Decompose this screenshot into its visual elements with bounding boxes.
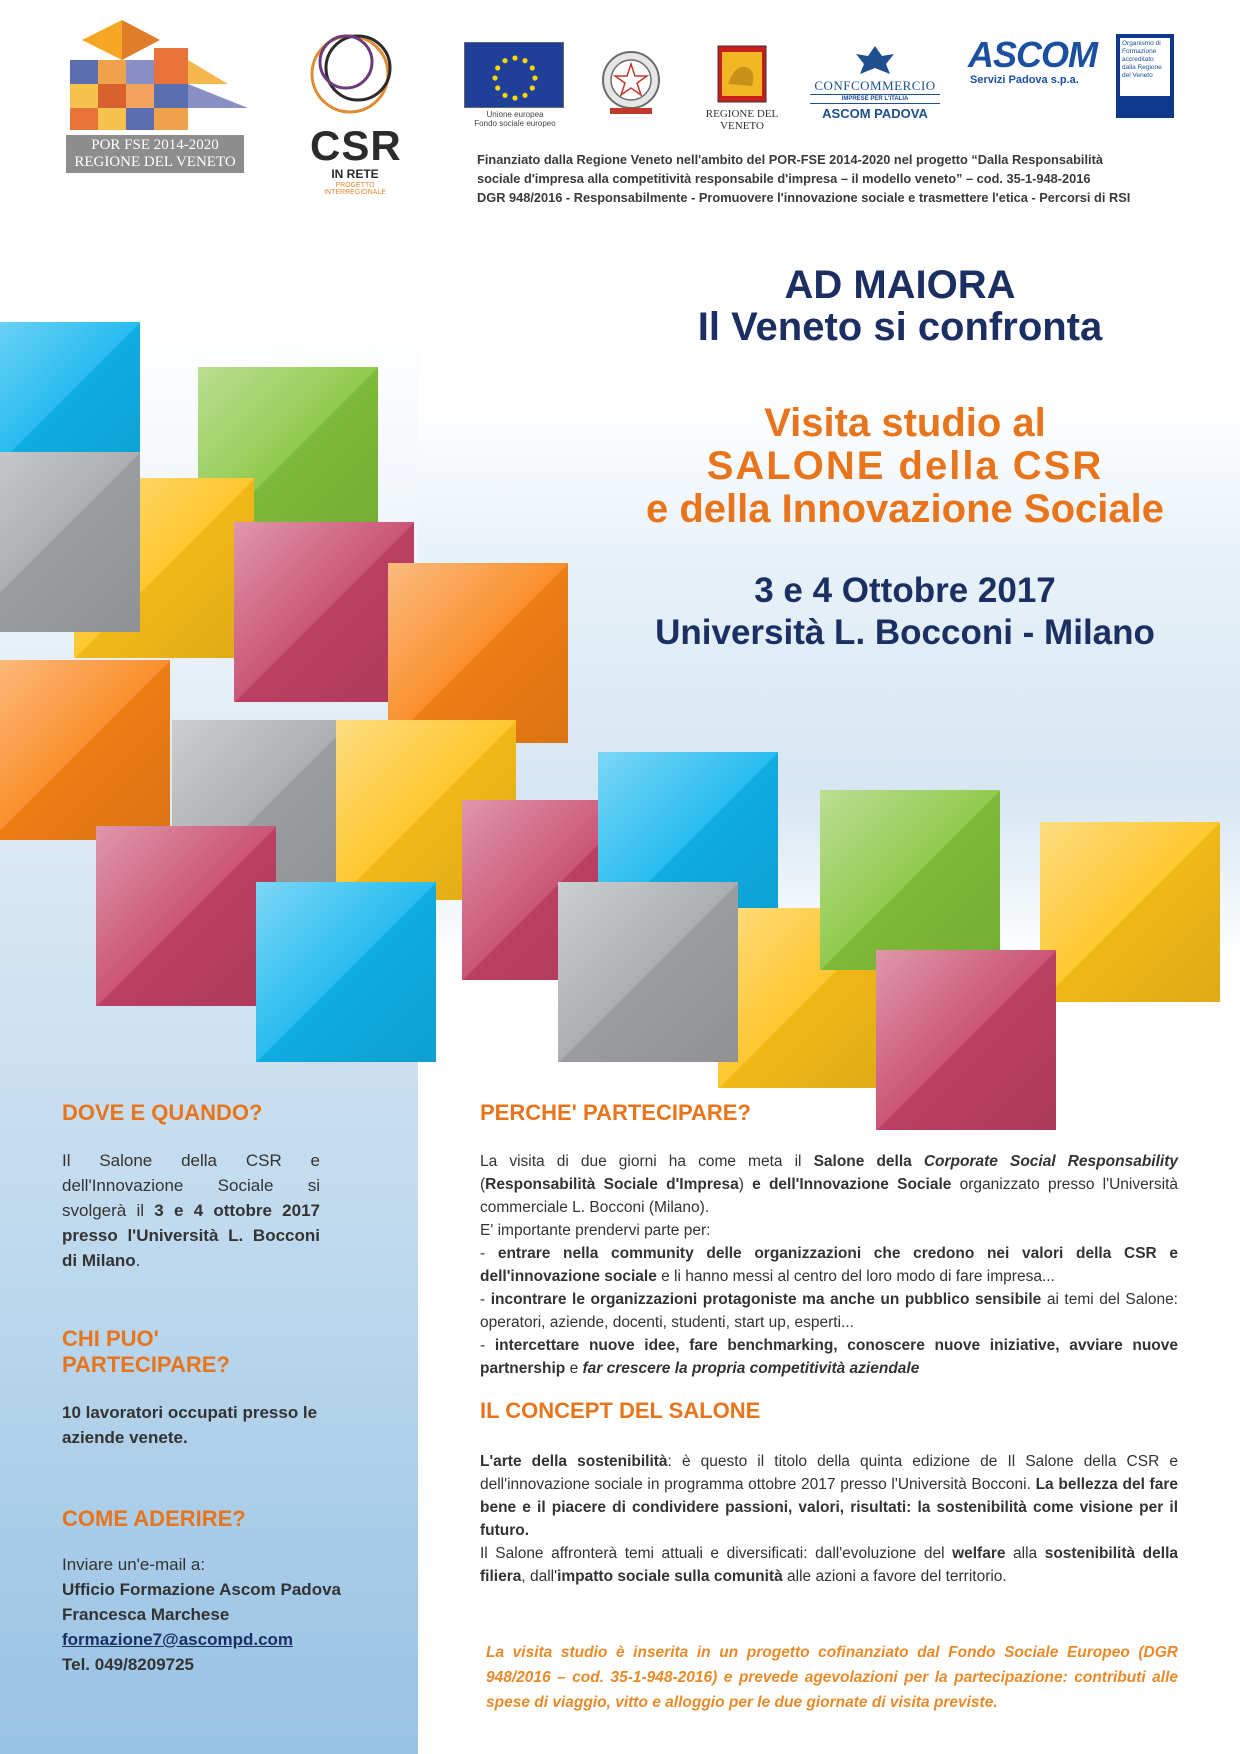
contact-person: Francesca Marchese: [62, 1605, 230, 1624]
concept-text: [480, 1450, 1178, 1588]
who-heading-line-2: PARTECIPARE?: [62, 1352, 230, 1377]
text-run: -: [480, 1337, 495, 1354]
text-run: e li hanno messi al centro del loro modo di fare impresa...: [656, 1268, 1055, 1285]
title-line-2: Il Veneto si confronta: [697, 305, 1103, 349]
text-run: alle azioni a favore del territorio.: [782, 1568, 1007, 1585]
why-text: [480, 1150, 1178, 1380]
confcommercio-name: CONFCOMMERCIO: [814, 78, 936, 93]
text-run: organizzato presso l'Università commerciale L. Bocconi (Milano).: [480, 1176, 1178, 1216]
how-heading: COME ADERIRE?: [62, 1506, 246, 1531]
text-run: Salone della: [813, 1153, 924, 1170]
square-blue: [256, 882, 436, 1062]
italian-emblem-icon: [598, 44, 664, 120]
event-date-location: [600, 570, 1210, 654]
text-run: intercettare nuove idee, fare benchmarking, conoscere nuove iniziative, avviare nuove partnership: [480, 1337, 1179, 1377]
funding-line-1: Finanziato dalla Regione Veneto nell'ambito del POR-FSE 2014-2020 nel progetto “Dalla Responsabilità: [477, 152, 1103, 167]
csr-sub-text: PROGETTO INTERREGIONALE: [324, 182, 386, 196]
ascom-logo: [968, 34, 1176, 118]
ascom-sub: Servizi Padova s.p.a.: [970, 74, 1079, 86]
square-orange: [0, 660, 170, 840]
who-text: 10 lavoratori occupati presso le aziende venete.: [62, 1403, 318, 1447]
text-run: Il Salone affronterà temi attuali e diversificati: dall'evoluzione del: [480, 1545, 953, 1562]
text-run: far crescere la propria competitività aziendale: [582, 1360, 920, 1377]
event-date: 3 e 4 Ottobre 2017: [754, 571, 1056, 610]
square-magenta: [876, 950, 1056, 1130]
text-run: , dall': [521, 1568, 558, 1585]
title-line-1: AD MAIORA: [784, 263, 1016, 307]
text-run: La visita di due giorni ha come meta il: [480, 1153, 814, 1170]
repubblica-emblem-logo: [598, 44, 664, 120]
where-text-intro: Il Salone della CSR e dell'Innovazione Sociale si svolgerà il: [62, 1151, 320, 1220]
square-yellow: [1040, 822, 1220, 1002]
where-text-end: .: [135, 1251, 141, 1270]
text-run: (: [480, 1176, 486, 1193]
why-bullet-3: [480, 1334, 1178, 1380]
text-run: -: [480, 1245, 498, 1262]
cofinancing-note: La visita studio è inserita in un progetto cofinanziato dal Fondo Sociale Europeo (DGR 948/2016 – cod. 35-1-948-2016) e prevede agevolazioni per la partecipazione: contributi alle spese di viaggio, vitto e alloggio per le due giornate di visita previste.: [486, 1644, 1178, 1711]
contact-office: Ufficio Formazione Ascom Padova: [62, 1580, 341, 1599]
por-fse-emblem-icon: [60, 20, 260, 138]
text-run: sostenibilità della filiera: [480, 1545, 1178, 1585]
text-run: welfare: [952, 1545, 1006, 1562]
por-caption-line-2: REGIONE DEL VENETO: [74, 154, 236, 170]
csr-rete-text: IN RETE: [331, 167, 379, 181]
por-fse-logo: [60, 20, 260, 175]
contact-phone: Tel. 049/8209725: [62, 1655, 195, 1674]
text-run: ai temi del Salone: operatori, aziende, docenti, studenti, start up, esperti...: [480, 1291, 1178, 1331]
subtitle-line-1: Visita studio al: [764, 401, 1046, 445]
veneto-caption: REGIONE DEL VENETO: [705, 108, 779, 132]
por-caption-line-1: POR FSE 2014-2020: [91, 137, 219, 153]
text-run: e dell'Innovazione Sociale: [752, 1176, 952, 1193]
regione-veneto-logo: [690, 44, 794, 132]
where-text-bold: 3 e 4 ottobre 2017 presso l'Università L. Bocconi di Milano: [62, 1201, 320, 1270]
square-magenta: [234, 522, 414, 702]
csr-in-rete-logo: [300, 22, 410, 196]
text-run: alla: [1005, 1545, 1045, 1562]
funding-line-2: sociale d'impresa alla competitività responsabile d'impresa – il modello veneto” – cod. 35-1-948-2016: [477, 171, 1091, 186]
eu-caption-line-2: Fondo sociale europeo: [474, 119, 556, 128]
funding-line-3: DGR 948/2016 - Responsabilmente - Promuovere l'innovazione sociale e trasmettere l'etica - Percorsi di RSI: [477, 190, 1131, 205]
text-run: incontrare le organizzazioni protagoniste ma anche un pubblico sensibile: [490, 1291, 1042, 1308]
eu-caption: [464, 110, 566, 128]
ascom-name: ASCOM: [968, 34, 1097, 75]
confcommercio-city: ASCOM PADOVA: [822, 106, 928, 121]
contact-email-link[interactable]: formazione7@ascompd.com: [62, 1630, 294, 1649]
square-grey: [0, 452, 140, 632]
eu-logo: [464, 42, 566, 132]
who-heading: [62, 1326, 230, 1378]
eu-flag-icon: [464, 42, 564, 108]
main-title: [580, 264, 1220, 348]
accreditation-text: Organismo di Formazione accreditato dalla Regione del Veneto: [1120, 38, 1170, 96]
square-orange: [388, 563, 568, 743]
contact-info: [62, 1552, 402, 1677]
text-run: impatto sociale sulla comunità: [557, 1568, 783, 1585]
subtitle-line-3: e della Innovazione Sociale: [646, 487, 1164, 531]
por-fse-caption: [66, 135, 244, 173]
event-location: Università L. Bocconi - Milano: [655, 613, 1155, 652]
why-bullet-2: [480, 1288, 1178, 1334]
text-run: entrare nella community delle organizzazioni che credono nei valori della CSR e dell'innovazione sociale: [480, 1245, 1179, 1285]
where-when-heading: DOVE E QUANDO?: [62, 1100, 263, 1125]
confcommercio-sub: IMPRESE PER L'ITALIA: [810, 94, 940, 104]
why-heading: PERCHE' PARTECIPARE?: [480, 1100, 751, 1125]
concept-paragraph-1: [480, 1450, 1178, 1542]
text-run: Corporate Social Responsability: [923, 1153, 1178, 1170]
who-heading-line-1: CHI PUO': [62, 1326, 159, 1351]
csr-logo-text: CSR: [310, 122, 402, 169]
csr-rings-icon: [300, 22, 410, 122]
text-run: : è questo il titolo della quinta edizione de Il Salone della CSR e dell'innovazione sociale in programma ottobre 2017 presso l'Università Bocconi.: [480, 1453, 1178, 1493]
concept-heading: IL CONCEPT DEL SALONE: [480, 1398, 761, 1423]
text-run: La bellezza del fare bene e il piacere di condividere passioni, valori, risultati: la sostenibilità come visione per il futuro.: [480, 1476, 1178, 1539]
accreditation-badge: [1116, 34, 1174, 118]
confcommercio-logo: [810, 42, 940, 122]
text-run: Responsabilità Sociale d'Impresa: [485, 1176, 739, 1193]
eagle-icon: [810, 42, 940, 78]
concept-paragraph-2: [480, 1542, 1178, 1588]
why-bullet-1: [480, 1242, 1178, 1288]
subtitle-line-2: SALONE della CSR: [706, 444, 1104, 488]
square-grey: [558, 882, 738, 1062]
text-run: e: [565, 1360, 583, 1377]
text-run: L'arte della sostenibilità: [480, 1453, 668, 1470]
square-magenta: [96, 826, 276, 1006]
eu-caption-line-1: Unione europea: [486, 110, 544, 119]
why-paragraph-1: [480, 1150, 1178, 1219]
text-run: -: [480, 1291, 491, 1308]
why-paragraph-2: E' importante prendervi parte per:: [480, 1222, 711, 1239]
event-subtitle: [600, 402, 1210, 531]
funding-note: [477, 150, 1197, 207]
text-run: ): [738, 1176, 753, 1193]
square-green: [820, 790, 1000, 970]
lion-of-saint-mark-icon: [690, 44, 794, 106]
contact-intro: Inviare un'e-mail a:: [62, 1555, 206, 1574]
where-when-text: [62, 1148, 320, 1273]
